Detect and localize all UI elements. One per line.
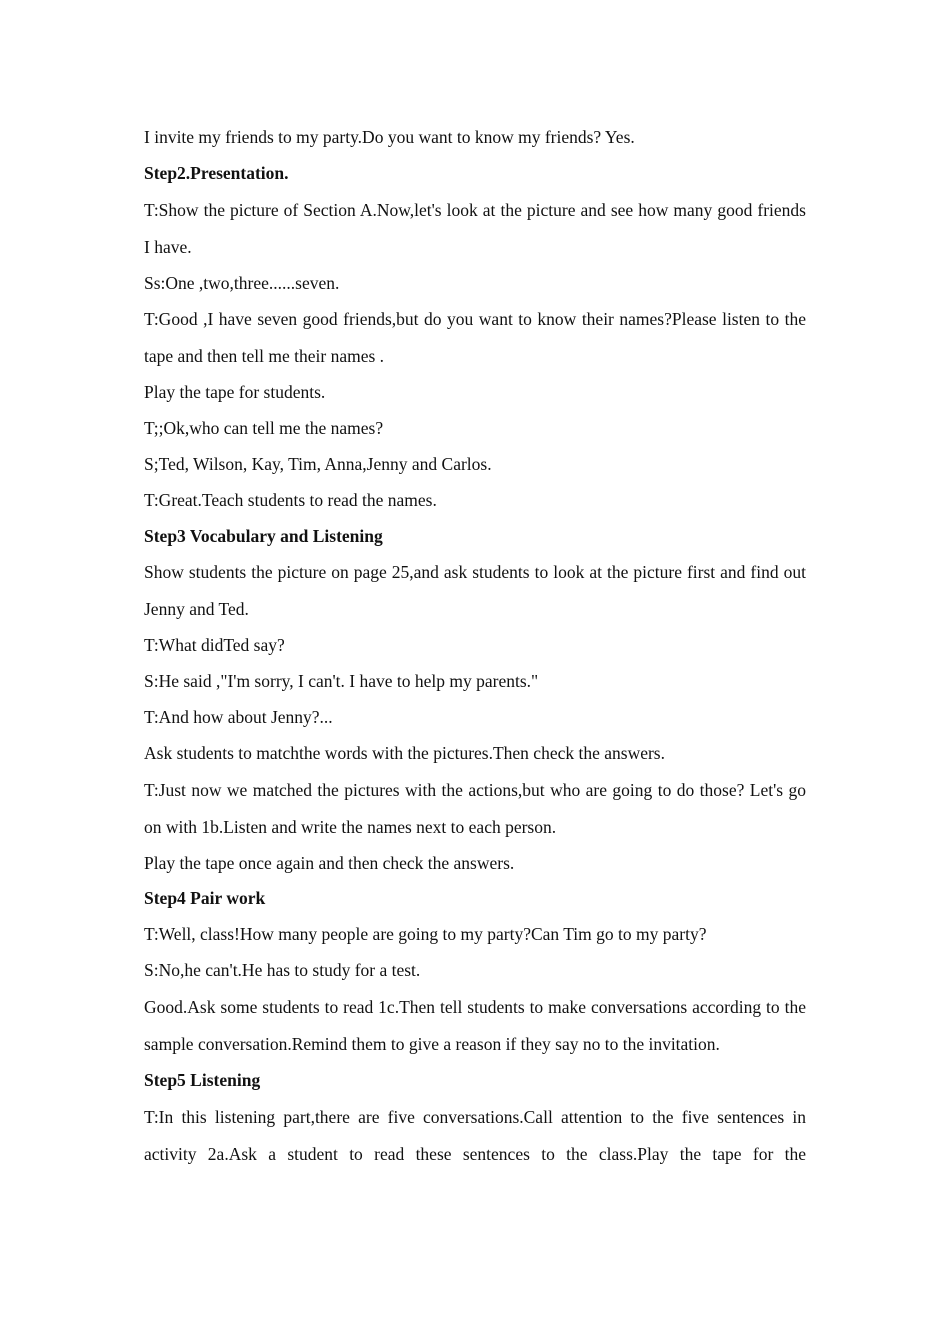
text-line: I invite my friends to my party.Do you want to know my friends? Yes. (144, 127, 635, 147)
document-page (144, 120, 806, 1173)
paragraph: T:In this listening part,there are five conversations.Call attention to the five sentences in activity 2a.Ask a student to read these sentences to the class.Play the tape for the (144, 1106, 806, 1164)
text-line: S;Ted, Wilson, Kay, Tim, Anna,Jenny and Carlos. (144, 453, 492, 474)
text-line: Ss:One ,two,three......seven. (144, 272, 340, 293)
text-line: T:Great.Teach students to read the names. (144, 489, 437, 510)
text-line: T:What didTed say? (144, 635, 285, 656)
step-heading: Step2.Presentation. (144, 162, 289, 183)
step-heading: Step3 Vocabulary and Listening (144, 525, 383, 546)
text-line: Ask students to matchthe words with the pictures.Then check the answers. (144, 742, 665, 763)
text-line: Play the tape once again and then check the answers. (144, 852, 515, 873)
step-heading: Step4 Pair work (144, 888, 266, 909)
step-heading: Step5 Listening (144, 1069, 261, 1090)
paragraph: T:Good ,I have seven good friends,but do you want to know their names?Please listen to the tape and then tell me their names . (144, 309, 806, 367)
text-line: T:Well, class!How many people are going to my party?Can Tim go to my party? (144, 924, 707, 945)
paragraph: Good.Ask some students to read 1c.Then tell students to make conversations according to the sample conversation.Remind them to give a reason if they say no to the invitation. (144, 996, 806, 1054)
paragraph: Show students the picture on page 25,and ask students to look at the picture first and find out Jenny and Ted. (144, 562, 806, 620)
paragraph: T:Show the picture of Section A.Now,let's look at the picture and see how many good friends I have. (144, 199, 806, 257)
text-line: S:No,he can't.He has to study for a test. (144, 959, 421, 980)
paragraph: T:Just now we matched the pictures with the actions,but who are going to do those? Let's go on with 1b.Listen and write the names next to each person. (144, 779, 806, 837)
text-line: T;;Ok,who can tell me the names? (144, 418, 384, 439)
text-line: Play the tape for students. (144, 382, 326, 403)
text-line: S:He said ,"I'm sorry, I can't. I have to help my parents." (144, 671, 539, 692)
text-line: T:And how about Jenny?... (144, 706, 333, 727)
